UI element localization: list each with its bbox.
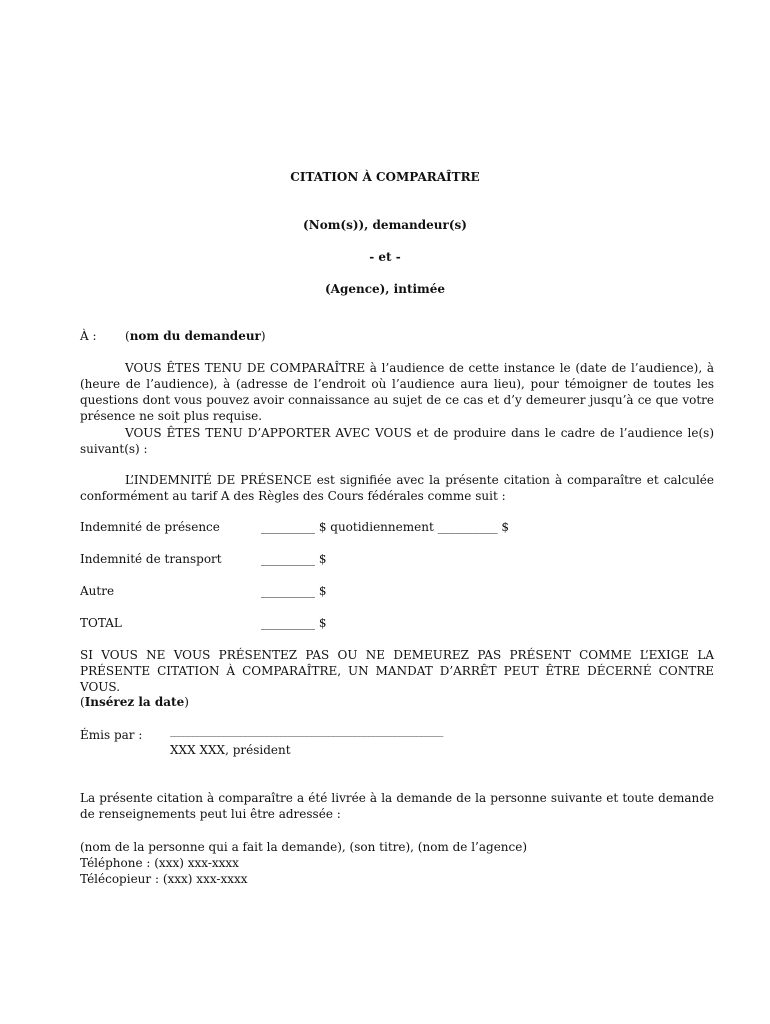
contact-fax: Télécopieur : (xxx) xxx-xxxx bbox=[80, 872, 248, 886]
date-placeholder bbox=[80, 694, 189, 710]
to-label: À : bbox=[80, 329, 97, 343]
addressee bbox=[125, 328, 266, 344]
issued-by-label: Émis par : bbox=[80, 728, 143, 742]
warning-paragraph: SI VOUS NE VOUS PRÉSENTEZ PAS OU NE DEMEUREZ PAS PRÉSENT COMME L’EXIGE LA PRÉSENTE CITATION À COMPARAÎTRE, UN MANDAT D’ARRÊT PEUT ÊTRE DÉCERNÉ CONTRE VOUS. bbox=[80, 648, 714, 694]
respondent-line: (Agence), intimée bbox=[324, 282, 446, 296]
fee-value-total: _________ $ bbox=[261, 616, 327, 630]
fee-label-attendance: Indemnité de présence bbox=[80, 520, 220, 534]
plaintiff-line: (Nom(s)), demandeur(s) bbox=[303, 218, 467, 232]
and-separator: - et - bbox=[369, 250, 401, 264]
fee-value-other: _________ $ bbox=[261, 584, 327, 598]
fee-label-total: TOTAL bbox=[80, 616, 122, 630]
addressee-paren-close: ) bbox=[260, 329, 266, 343]
date-paren-open: ( bbox=[80, 695, 85, 709]
bring-paragraph: VOUS ÊTES TENU D’APPORTER AVEC VOUS et de produire dans le cadre de l’audience le(s) suivant(s) : bbox=[80, 426, 714, 456]
date-paren-close: ) bbox=[184, 695, 189, 709]
signatory-name: XXX XXX, président bbox=[170, 743, 291, 757]
date-text: Insérez la date bbox=[84, 695, 185, 709]
summons-paragraph: VOUS ÊTES TENU DE COMPARAÎTRE à l’audience de cette instance le (date de l’audience), à (heure de l’audience), à (adresse de l’endroit où l’audience aura lieu), pour témoigner de toutes les questions dont vous pouvez avoir connaissance au sujet de ce cas et d’y demeurer jusqu’à ce que votre présence ne soit plus requise. bbox=[80, 361, 714, 423]
fee-label-other: Autre bbox=[80, 584, 115, 598]
signature-line: ______________________________________________________________ bbox=[170, 726, 443, 737]
fee-value-transport: _________ $ bbox=[261, 552, 327, 566]
fee-value-attendance: _________ $ quotidiennement __________ $ bbox=[261, 520, 510, 534]
document-title: CITATION À COMPARAÎTRE bbox=[290, 170, 480, 184]
delivery-paragraph: La présente citation à comparaître a été livrée à la demande de la personne suivante et toute demande de renseignements peut lui être adressée : bbox=[80, 791, 714, 821]
fee-label-transport: Indemnité de transport bbox=[80, 552, 222, 566]
indemnity-paragraph: L’INDEMNITÉ DE PRÉSENCE est signifiée avec la présente citation à comparaître et calculée conformément au tarif A des Règles des Cours fédérales comme suit : bbox=[80, 473, 714, 503]
contact-requester: (nom de la personne qui a fait la demande), (son titre), (nom de l’agence) bbox=[80, 840, 528, 854]
addressee-name: nom du demandeur bbox=[129, 329, 261, 343]
addressee-paren-open: ( bbox=[125, 329, 130, 343]
contact-phone: Téléphone : (xxx) xxx-xxxx bbox=[80, 856, 239, 870]
